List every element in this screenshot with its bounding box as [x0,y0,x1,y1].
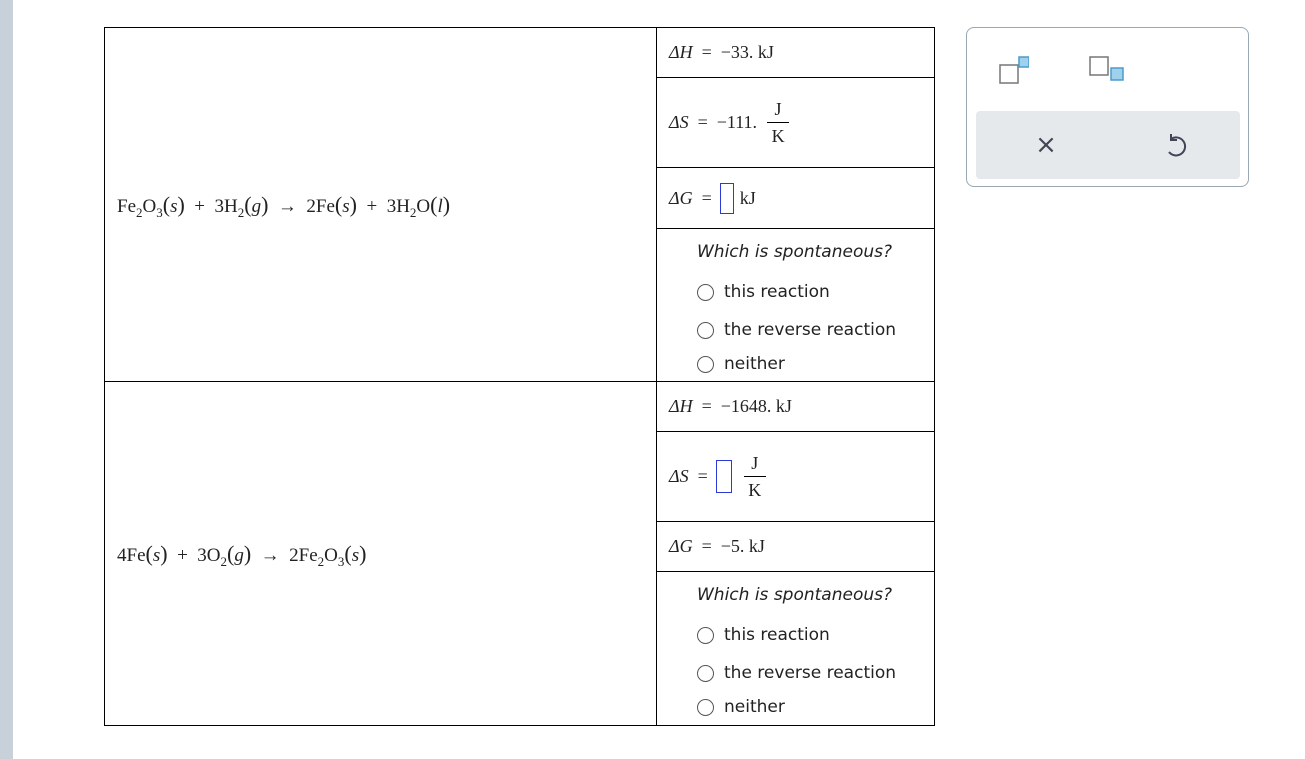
dG-symbol: ΔG [669,536,693,556]
superscript-icon [999,56,1029,86]
tool-actions [976,111,1240,179]
radio-button[interactable] [697,699,714,716]
math-tool-panel [966,27,1249,187]
reaction2-dH-cell: ΔH = −1648. kJ [657,382,935,432]
reaction1-dH-cell: ΔH = −33. kJ [657,28,935,78]
dH-value: −1648. [720,396,772,416]
dS-unit-fraction: $\frac{J}{K}$ [744,454,766,499]
dS-unit-fraction: $\frac{J}{K}$ [767,100,789,145]
dH-unit: kJ [775,396,792,416]
radio-button[interactable] [697,665,714,682]
subscript-button[interactable] [1089,56,1125,86]
reaction2-option-neither[interactable]: neither [697,692,934,722]
superscript-button[interactable] [999,56,1029,86]
reaction-table [104,27,935,726]
radio-button[interactable] [697,284,714,301]
dS-value: −111. [716,112,758,132]
reaction2-dG-cell: ΔG = −5. kJ [657,522,935,572]
reaction2-equation-cell [105,382,657,726]
reaction1-option-reverse[interactable]: the reverse reaction [697,311,934,349]
dG-value: −5. [720,536,745,556]
reaction2-option-reverse[interactable]: the reverse reaction [697,654,934,692]
subscript-icon [1089,56,1125,86]
dS-symbol: ΔS [669,112,689,132]
reaction1-spontaneous-cell [657,229,935,382]
dG-symbol: ΔG [669,187,693,208]
radio-button[interactable] [697,322,714,339]
undo-button[interactable] [1161,130,1191,160]
left-rail [0,0,13,759]
close-icon: × [1035,130,1057,160]
reaction1-option-this[interactable]: this reaction [697,273,934,311]
reaction1-dG-input[interactable] [720,183,734,214]
reaction2-spontaneous-cell [657,572,935,726]
undo-icon [1161,130,1191,160]
reaction1-dS-cell: ΔS = −111. $\frac{J}{K}$ [657,78,935,168]
dG-unit: kJ [748,536,765,556]
dH-symbol: ΔH [669,396,693,416]
reaction1-equation: $Fe_2O_3(s) + 3H_2(g) \to 2Fe(s) + 3H_2O(l)$ [117,191,451,220]
dS-symbol: ΔS [669,466,689,486]
reaction2-dS-input[interactable] [716,460,732,493]
dG-unit: kJ [739,187,756,208]
radio-button[interactable] [697,627,714,644]
reaction1-dG-cell: ΔG = kJ [657,168,935,229]
reaction2-equation: $4Fe(s) + 3O_2(g) \to 2Fe_2O_3(s)$ [117,540,367,569]
dH-symbol: ΔH [669,42,693,62]
dH-unit: kJ [757,42,774,62]
radio-button[interactable] [697,356,714,373]
reaction1-equation-cell [105,28,657,382]
reaction2-dS-cell: ΔS = $\frac{J}{K}$ [657,432,935,522]
spontaneous-question: Which is spontaneous? [697,242,893,262]
dH-value: −33. [720,42,754,62]
clear-button[interactable] [1031,130,1061,160]
spontaneous-question: Which is spontaneous? [697,585,893,605]
reaction1-option-neither[interactable]: neither [697,349,934,379]
reaction2-option-this[interactable]: this reaction [697,616,934,654]
